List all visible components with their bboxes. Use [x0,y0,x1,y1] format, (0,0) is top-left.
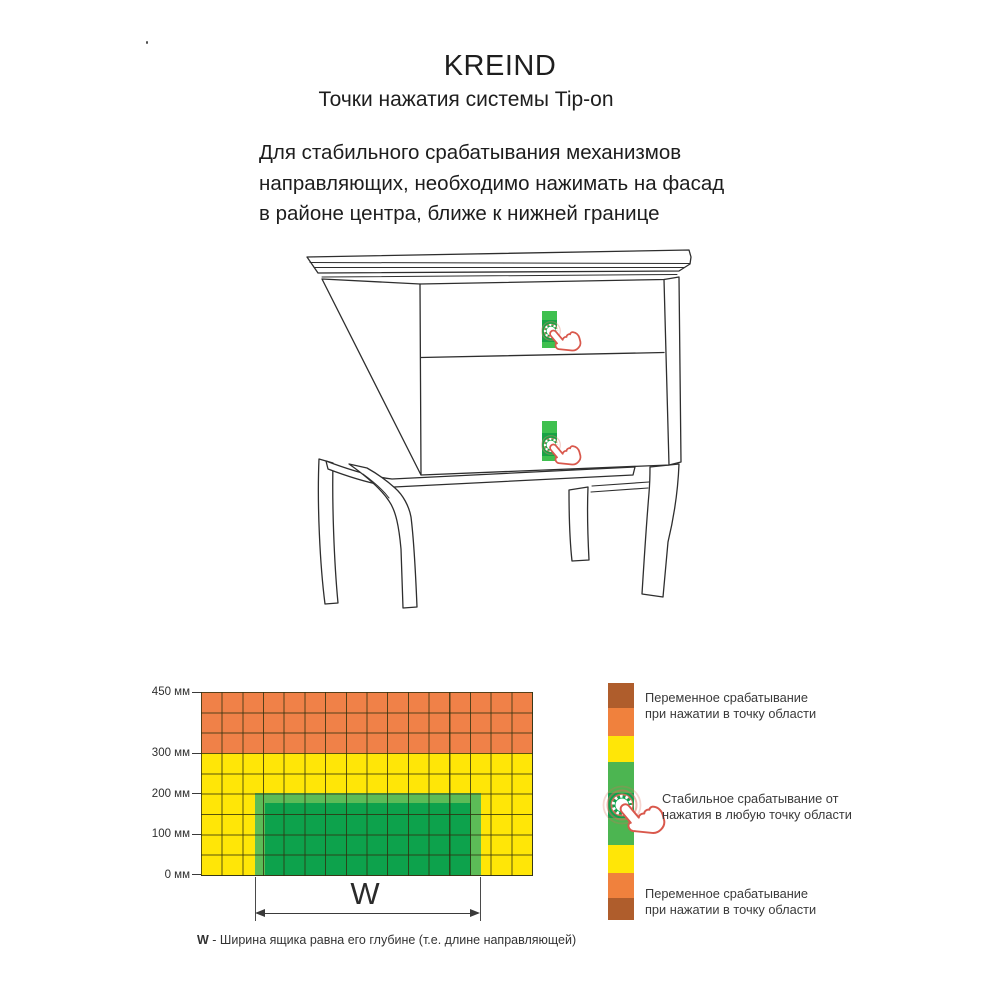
cabinet-body [322,277,681,475]
axis-tick [192,834,201,835]
width-caption-text: - Ширина ящика равна его глубине (т.е. длине направляющей) [208,933,577,947]
legend-item-stable [662,791,852,823]
page-title: KREIND [443,50,557,82]
axis-label-450: 450 мм [151,686,190,698]
legend-band [608,683,634,708]
axis-label-200: 200 мм [151,788,190,800]
front-right-leg [642,464,679,597]
axis-tick [192,753,201,754]
arrowhead-right-icon [470,909,480,917]
description-paragraph [259,138,779,230]
nightstand-line-drawing [270,243,710,638]
axis-tick [192,874,201,875]
body-top-line [322,275,677,278]
axis-label-100: 100 мм [151,828,190,840]
legend-band [608,873,634,898]
width-caption-symbol: W [197,933,209,947]
legend-item-variable-top [645,690,816,722]
legend-item-variable-bottom [645,886,816,918]
axis-tick [192,692,201,693]
legend-item-line: Переменное срабатывание [645,886,809,901]
description-line: Для стабильного срабатывания механизмов [259,141,682,164]
legend-item-line: нажатия в любую точку области [662,807,852,822]
description-line: направляющих, необходимо нажимать на фасад [259,171,725,195]
nightstand-illustration [270,243,710,638]
cabinet-top [307,250,691,273]
width-caption [197,933,576,947]
print-speck [146,41,148,44]
back-right-leg [569,487,589,561]
dimension-extension-line-right [480,877,481,921]
axis-label-300: 300 мм [151,747,190,759]
legend-band [608,898,634,920]
grid-lines [201,692,533,876]
legend-item-line: при нажатии в точку области [645,706,817,721]
legend-item-line: Переменное срабатывание [645,690,809,705]
legend-band [608,708,634,736]
page-subtitle: Точки нажатия системы Tip-on [318,88,614,111]
back-left-leg [318,459,338,604]
legend-press-icon [592,771,672,868]
description-line: в районе центра, ближе к нижней границе [259,202,660,226]
legend-item-line: Стабильное срабатывание от [662,791,839,806]
arrowhead-left-icon [255,909,265,917]
apron-rail-right [592,482,649,486]
axis-tick [192,793,201,794]
legend-band [608,736,634,762]
legend-item-line: при нажатии в точку области [645,902,817,917]
dimension-arrow-line [258,913,478,914]
width-dimension-label: W [350,876,380,911]
apron-rail-right [591,488,648,492]
press-zone-grid [201,692,532,875]
axis-label-0: 0 мм [164,869,190,881]
